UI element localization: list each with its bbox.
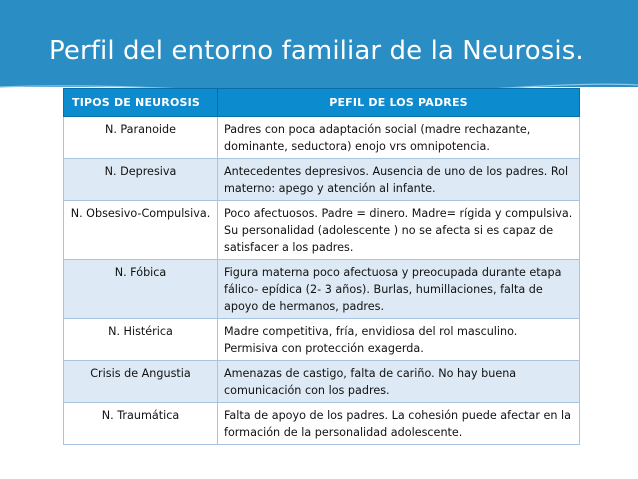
- table-row: [64, 403, 580, 445]
- row-type: Crisis de Angustia: [64, 361, 218, 403]
- row-type: N. Paranoide: [64, 117, 218, 159]
- header-perfil: PEFIL DE LOS PADRES: [218, 89, 580, 117]
- row-type: N. Fóbica: [64, 260, 218, 319]
- row-type: N. Obsesivo-Compulsiva.: [64, 201, 218, 260]
- table-row: [64, 260, 580, 319]
- title-bar: [0, 0, 638, 87]
- table-row: [64, 319, 580, 361]
- row-profile: Falta de apoyo de los padres. La cohesión puede afectar en la formación de la personalidad adolescente.: [218, 403, 580, 445]
- table-row: [64, 361, 580, 403]
- table-header-row: [64, 89, 580, 117]
- row-type: N. Depresiva: [64, 159, 218, 201]
- row-profile: Antecedentes depresivos. Ausencia de uno de los padres. Rol materno: apego y atención al infante.: [218, 159, 580, 201]
- row-type: N. Traumática: [64, 403, 218, 445]
- neurosis-table: [63, 88, 580, 445]
- slide-title: Perfil del entorno familiar de la Neurosis.: [49, 36, 584, 66]
- row-type: N. Histérica: [64, 319, 218, 361]
- table-row: [64, 117, 580, 159]
- row-profile: Amenazas de castigo, falta de cariño. No hay buena comunicación con los padres.: [218, 361, 580, 403]
- row-profile: Padres con poca adaptación social (madre rechazante, dominante, seductora) enojo vrs omnipotencia.: [218, 117, 580, 159]
- header-tipos: TIPOS DE NEUROSIS: [64, 89, 218, 117]
- row-profile: Madre competitiva, fría, envidiosa del rol masculino. Permisiva con protección exagerda.: [218, 319, 580, 361]
- table-row: [64, 201, 580, 260]
- row-profile: Figura materna poco afectuosa y preocupada durante etapa fálico- epídica (2- 3 años). Burlas, humillaciones, falta de apoyo de hermanos, padres.: [218, 260, 580, 319]
- table-row: [64, 159, 580, 201]
- row-profile: Poco afectuosos. Padre = dinero. Madre= rígida y compulsiva. Su personalidad (adolescente ) no se afecta si es capaz de satisfacer a los padres.: [218, 201, 580, 260]
